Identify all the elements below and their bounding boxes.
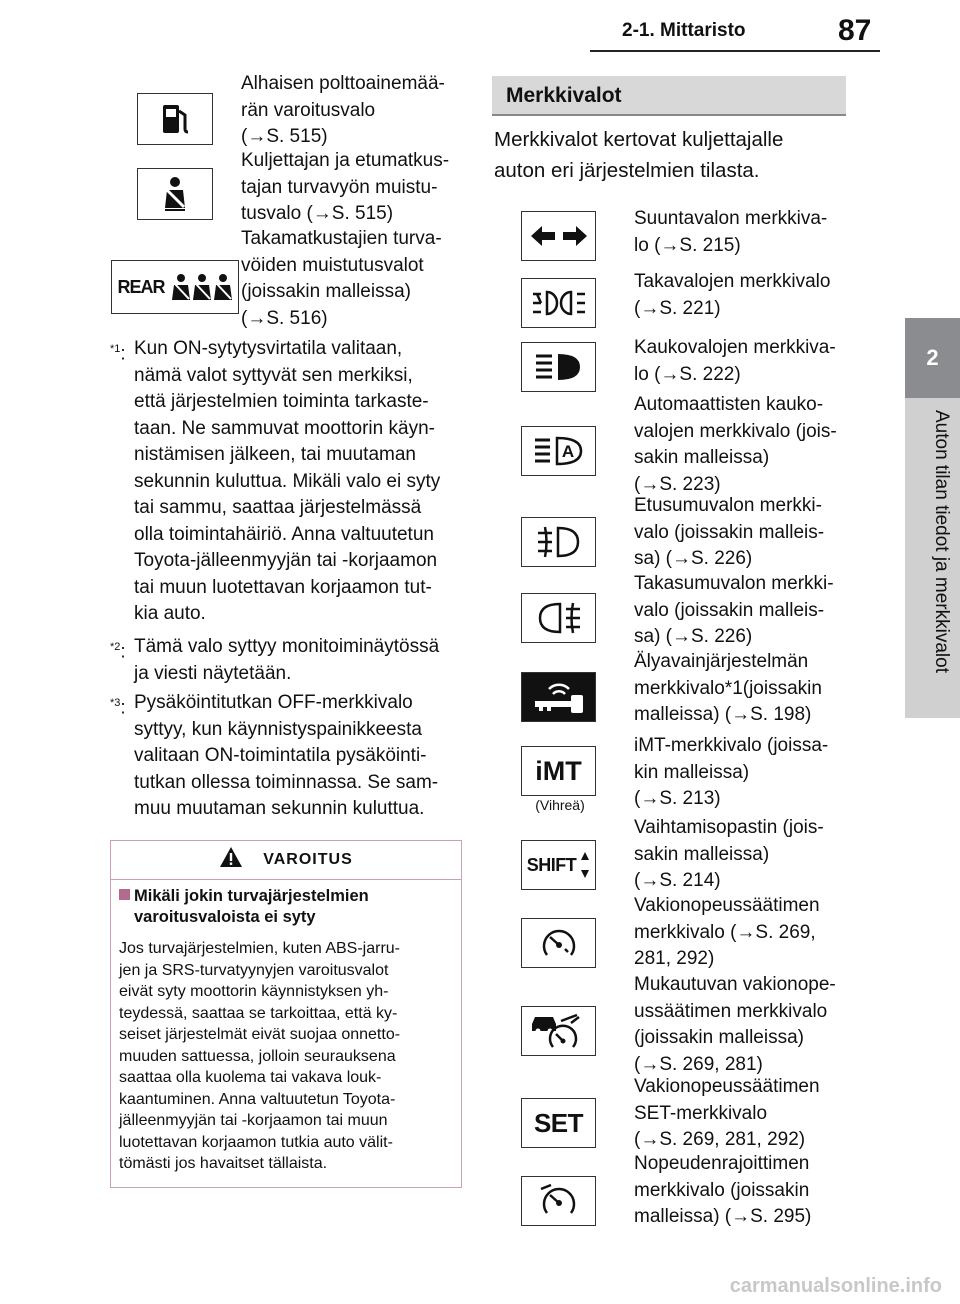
- footnote-3-mark: $^{*3}$:: [110, 697, 126, 719]
- section-title: 2-1. Mittaristo: [622, 20, 746, 41]
- svg-text:A: A: [561, 442, 574, 461]
- section-intro: Merkkivalot kertovat kuljettajalle auton eri järjestelmien tilasta.: [494, 128, 784, 182]
- speed-limiter-icon: [521, 1176, 596, 1226]
- left-item-3-text: Takamatkustajien turva- vöiden muistutusvalot (joissakin malleissa) (→S. 516): [241, 228, 442, 329]
- warning-triangle-icon: [219, 846, 243, 868]
- indicator-12-text: Vakionopeussäätimen SET-merkkivalo (→S. 269, 281, 292): [634, 1076, 820, 1150]
- front-fog-light-icon: [521, 517, 596, 567]
- section-heading: Merkkivalot: [492, 76, 846, 116]
- chapter-tab-number: 2: [905, 318, 960, 398]
- smart-key-icon: [521, 672, 596, 722]
- imt-label: iMT: [535, 755, 582, 786]
- footnote-2-mark: $^{*2}$:: [110, 641, 126, 663]
- indicator-11-text: Mukautuvan vakionope- ussäätimen merkkivalo (joissakin malleissa) (→S. 269, 281): [634, 974, 836, 1075]
- indicator-6-text: Takasumuvalon merkki- valo (joissakin malleis- sa) (→S. 226): [634, 573, 834, 647]
- set-label: SET: [533, 1107, 584, 1138]
- warning-box: [110, 840, 462, 1188]
- header-rule: [590, 50, 880, 52]
- footnote-1-mark: $^{*1}$:: [110, 343, 126, 365]
- indicator-13-text: Nopeudenrajoittimen merkkivalo (joissakin malleissa) (→S. 295): [634, 1153, 812, 1227]
- turn-signal-arrows-icon: [521, 211, 596, 261]
- warning-body: Jos turvajärjestelmien, kuten ABS-jarru- jen ja SRS-turvatyynyjen varoitusvalot eivät syty moottorin käynnistyksen yh- teydessä, saattaa se tarkoittaa, että ky- seiset järjestelmät eivät suojaa onnetto- muuden sattuessa, jolloin seurauksena saattaa olla kuolema tai vakava louk- kaantuminen. Anna valtuutetun Toyota- jälleenmyyjän tai -korjaamon tai muun luotettavan korjaamon tutkia auto välit- tömästi jos havaitset tällaista.: [119, 940, 401, 1172]
- left-item-2-text: Kuljettajan ja etumatkus- tajan turvavyön muistu- tusvalo (→S. 515): [241, 150, 450, 224]
- indicator-1-text: Suuntavalon merkkiva- lo (→S. 215): [634, 208, 828, 256]
- indicator-9-text: Vaihtamisopastin (jois- sakin malleissa) (→S. 214): [634, 817, 824, 891]
- indicator-2-text: Takavalojen merkkivalo (→S. 221): [634, 271, 831, 319]
- tail-light-icon: [521, 278, 596, 328]
- indicator-7-text: Älyavainjärjestelmän merkkivalo*1(joissakin malleissa) (→S. 198): [634, 651, 822, 725]
- fuel-pump-icon: [137, 93, 213, 145]
- adaptive-cruise-icon: [521, 1006, 596, 1056]
- indicator-8-text: iMT-merkkivalo (joissa- kin malleissa) (→S. 213): [634, 735, 829, 809]
- shift-label: SHIFT: [526, 854, 577, 875]
- cruise-control-icon: [521, 918, 596, 968]
- indicator-10-text: Vakionopeussäätimen merkkivalo (→S. 269, 281, 292): [634, 895, 820, 969]
- chapter-tab-label: Auton tilan tiedot ja merkkivalot: [931, 410, 952, 673]
- indicator-3-text: Kaukovalojen merkkiva- lo (→S. 222): [634, 337, 836, 385]
- cruise-set-icon: [521, 1098, 596, 1148]
- auto-high-beam-icon: [521, 426, 596, 476]
- rear-seatbelt-icon: [111, 260, 239, 314]
- indicator-4-text: Automaattisten kauko- valojen merkkivalo (jois- sakin malleissa) (→S. 223): [634, 394, 837, 495]
- imt-icon: [521, 746, 596, 796]
- shift-indicator-icon: [521, 840, 596, 890]
- footnote-2: $^{*2}$: Tämä valo syttyy monitoiminäytössä ja viesti näytetään.: [110, 636, 440, 684]
- rear-fog-light-icon: [521, 593, 596, 643]
- imt-color-caption: (Vihreä): [535, 797, 585, 813]
- page-number: 87: [838, 14, 872, 47]
- left-item-1-text: Alhaisen polttoainemää- rän varoitusvalo (→S. 515): [241, 73, 445, 147]
- footnote-1: $^{*1}$: Kun ON-sytytysvirtatila valitaan, nämä valot syttyvät sen merkiksi, että järjestelmien toiminta tarkaste- taan. Ne sammuvat moottorin käyn- nistämisen jälkeen, tai muutaman sekunnin kuluttua. Mikäli valo ei syty tai sammu, saattaa järjestelmässä olla toimintahäiriö. Anna valtuutetun Toyota-jälleenmyyjän tai -korjaamon tai muun luotettavan korjaamon tut- kia auto.: [110, 338, 441, 624]
- square-bullet-icon: [119, 889, 130, 900]
- rear-label: REAR: [117, 276, 165, 297]
- warning-subtitle: Mikäli jokin turvajärjestelmien varoitusvaloista ei syty: [119, 886, 449, 928]
- footnote-3: $^{*3}$: Pysäköintitutkan OFF-merkkivalo syttyy, kun käynnistyspainikkeesta valitaan ON-toimintatila pysäköinti- tutkan ollessa toiminnassa. Se sam- muu muutaman sekunnin kuluttua.: [110, 692, 439, 819]
- warning-header: [111, 841, 461, 880]
- warning-title: VAROITUS: [263, 851, 353, 868]
- high-beam-icon: [521, 342, 596, 392]
- indicator-5-text: Etusumuvalon merkki- valo (joissakin malleis- sa) (→S. 226): [634, 495, 825, 569]
- watermark-footer: carmanualsonline.info: [729, 1275, 942, 1297]
- seatbelt-icon: [137, 168, 213, 220]
